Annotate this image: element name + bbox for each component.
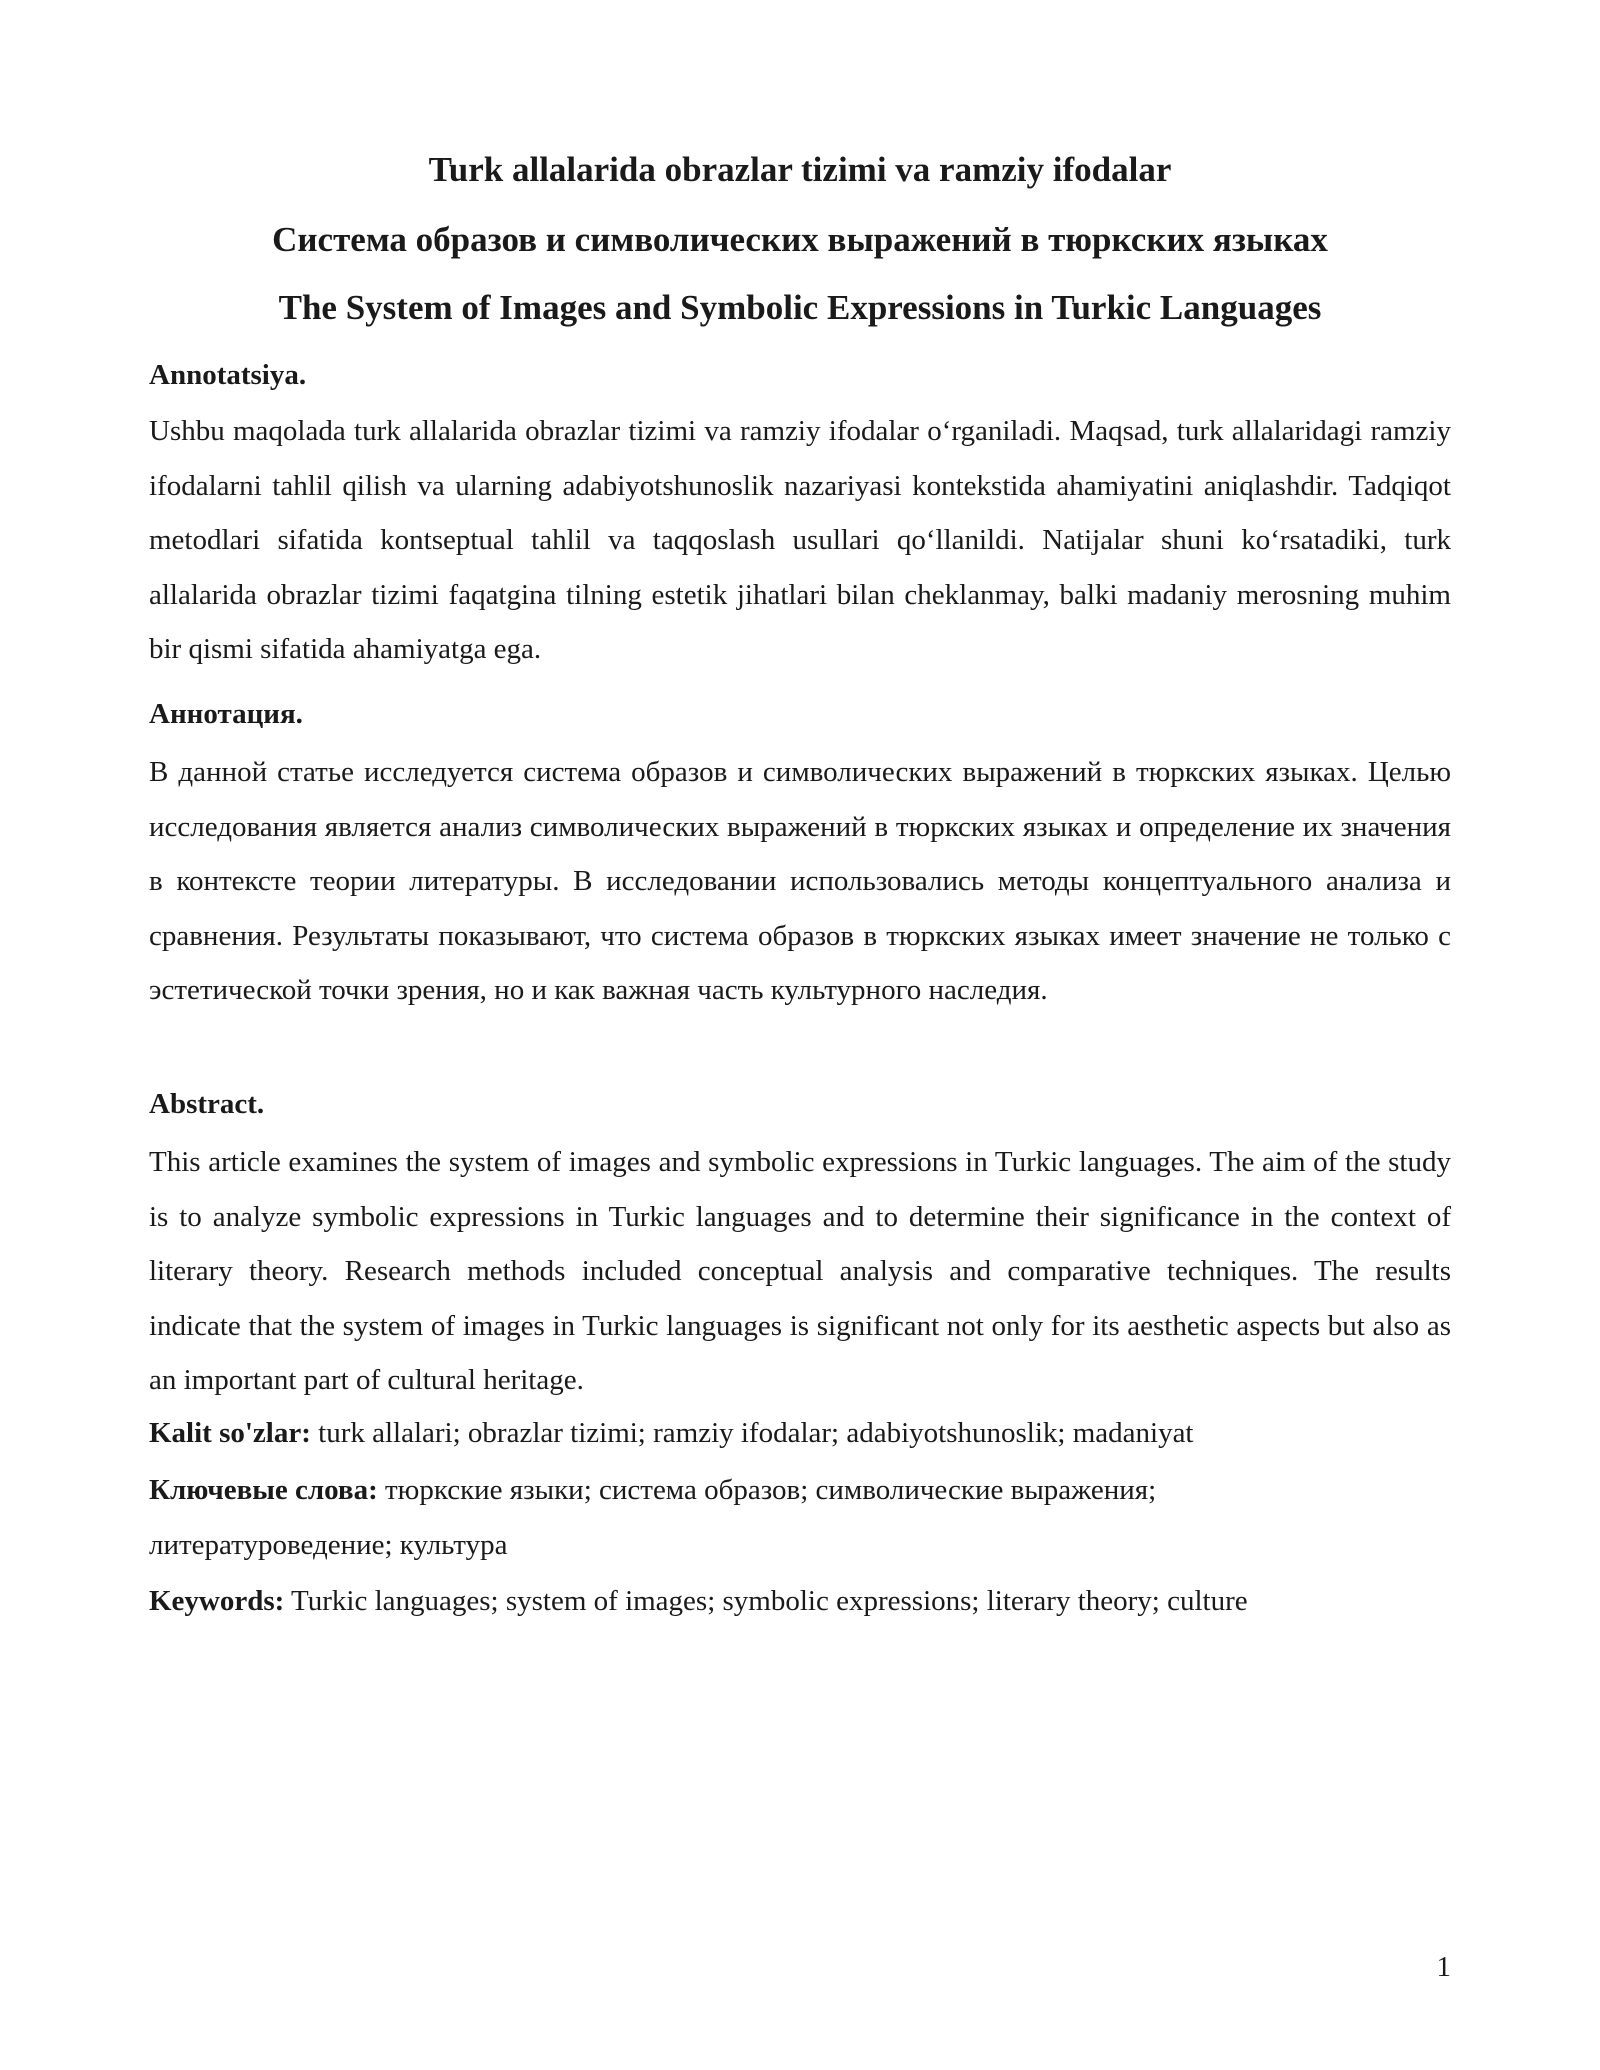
keywords-list-russian: тюркские языки; система образов; символические выражения; литературоведение; культура	[149, 1474, 1157, 1561]
page-number: 1	[1436, 1951, 1451, 1983]
keywords-list-english: Turkic languages; system of images; symbolic expressions; literary theory; culture	[284, 1585, 1248, 1617]
keywords-label-uzbek: Kalit so'zlar:	[149, 1417, 311, 1449]
title-russian: Система образов и символических выражений в тюркских языках	[272, 220, 1328, 259]
title-uzbek: Turk allalarida obrazlar tizimi va ramziy ifodalar	[428, 150, 1172, 189]
paper-page	[149, 0, 1451, 2070]
abstract-heading-russian: Аннотация.	[149, 698, 303, 730]
keywords-list-uzbek: turk allalari; obrazlar tizimi; ramziy ifodalar; adabiyotshunoslik; madaniyat	[310, 1417, 1194, 1449]
abstract-text-english: This article examines the system of images and symbolic expressions in Turkic languages. The aim of the study is to analyze symbolic expressions in Turkic languages and to determine their significance in the context of literary theory. Research methods included conceptual analysis and comparative techniques. The results indicate that the system of images in Turkic languages is significant not only for its aesthetic aspects but also as an important part of cultural heritage.	[149, 1146, 1451, 1396]
keywords-uzbek	[149, 1406, 1451, 1461]
abstract-heading-english: Abstract.	[149, 1088, 265, 1120]
abstract-text-uzbek: Ushbu maqolada turk allalarida obrazlar tizimi va ramziy ifodalar o‘rganiladi. Maqsad, turk allalaridagi ramziy ifodalarni tahlil qilish va ularning adabiyotshunoslik nazariyasi kontekstida ahamiyatini aniqlashdir. Tadqiqot metodlari sifatida kontseptual tahlil va taqqoslash usullari qo‘llanildi. Natijalar shuni ko‘rsatadiki, turk allalarida obrazlar tizimi faqatgina tilning estetik jihatlari bilan cheklanmay, balki madaniy merosning muhim bir qismi sifatida ahamiyatga ega.	[149, 415, 1451, 665]
keywords-label-english: Keywords:	[149, 1585, 285, 1617]
keywords-label-russian: Ключевые слова:	[149, 1474, 378, 1506]
keywords-russian	[149, 1463, 1309, 1573]
title-english: The System of Images and Symbolic Expressions in Turkic Languages	[278, 288, 1322, 327]
abstract-heading-uzbek: Annotatsiya.	[149, 359, 307, 391]
abstract-text-russian: В данной статье исследуется система образов и символических выражений в тюркских языках. Целью исследования является анализ символических выражений в тюркских языках и определение их значения в контексте теории литературы. В исследовании использовались методы концептуального анализа и сравнения. Результаты показывают, что система образов в тюркских языках имеет значение не только с эстетической точки зрения, но и как важная часть культурного наследия.	[149, 756, 1451, 1006]
keywords-english	[149, 1574, 1451, 1629]
